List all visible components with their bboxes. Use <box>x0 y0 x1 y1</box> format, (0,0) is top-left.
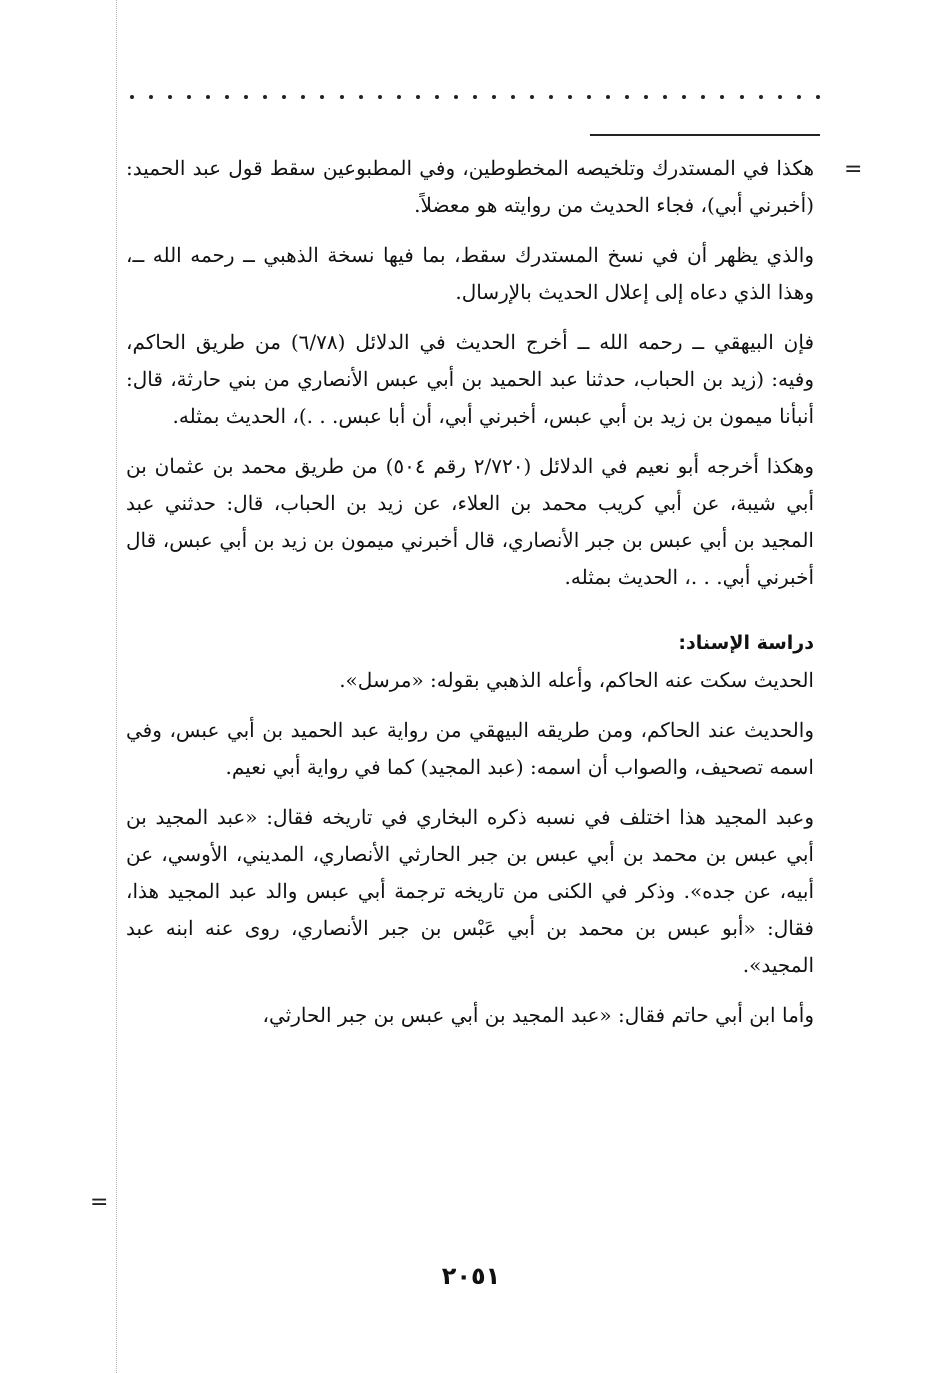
separator-dot <box>168 95 172 99</box>
separator-dot <box>263 95 267 99</box>
separator-dot <box>682 95 686 99</box>
continuation-marker-top: = <box>844 157 863 182</box>
separator-dot <box>244 95 248 99</box>
footnote-paragraph: هكذا في المستدرك وتلخيصه المخطوطين، وفي المطبوعين سقط قول عبد الحميد: (أخبرني أبي)، فجاء الحديث من روايته هو معضلاً. <box>126 156 814 217</box>
page-number: ٢٠٥١ <box>441 1262 501 1290</box>
page-body <box>126 150 814 1047</box>
footnote-paragraph: وهكذا أخرجه أبو نعيم في الدلائل (٢/٧٢٠ رقم ٥٠٤) من طريق محمد بن عثمان بن أبي شيبة، عن أبي كريب محمد بن العلاء، عن زيد بن الحباب، قال: حدثني عبد المجيد بن أبي عبس بن جبر الأنصاري، قال أخبرني ميمون بن زيد بن أبي عبس، قال أخبرني أبي. . .، الحديث بمثله. <box>126 454 814 589</box>
footnote-paragraph: فإن البيهقي ــ رحمه الله ــ أخرج الحديث في الدلائل (٦/٧٨) من طريق الحاكم، وفيه: (زيد بن الحباب، حدثنا عبد الحميد بن أبي عبس الأنصاري من بني حارثة، قال: أنبأنا ميمون بن زيد بن أبي عبس، أخبرني أبي، أن أبا عبس. . .)، الحديث بمثله. <box>126 330 815 428</box>
separator-dot <box>359 95 363 99</box>
separator-dot <box>320 95 324 99</box>
section-heading: دراسة الإسناد: <box>678 632 814 654</box>
body-paragraph: وأما ابن أبي حاتم فقال: «عبد المجيد بن أبي عبس بن جبر الحارثي، <box>262 1003 814 1027</box>
separator-dot <box>759 95 763 99</box>
separator-dot <box>644 95 648 99</box>
separator-dot <box>454 95 458 99</box>
separator-dot <box>435 95 439 99</box>
separator-dot <box>340 95 344 99</box>
separator-dot <box>797 95 801 99</box>
separator-dot <box>301 95 305 99</box>
separator-dot <box>701 95 705 99</box>
footnote-paragraph: والذي يظهر أن في نسخ المستدرك سقط، بما فيها نسخة الذهبي ــ رحمه الله ــ، وهذا الذي دعاه إلى إعلال الحديث بالإرسال. <box>126 243 814 304</box>
separator-dot <box>625 95 629 99</box>
separator-dot <box>378 95 382 99</box>
separator-dot <box>225 95 229 99</box>
separator-dot <box>397 95 401 99</box>
footnote-rule <box>590 134 820 136</box>
separator-dot <box>416 95 420 99</box>
separator-dot <box>282 95 286 99</box>
body-paragraph: والحديث عند الحاكم، ومن طريقه البيهقي من رواية عبد الحميد بن أبي عبس، وفي اسمه تصحيف، والصواب أن اسمه: (عبد المجيد) كما في رواية أبي نعيم. <box>126 718 814 779</box>
separator-dot <box>568 95 572 99</box>
separator-dot <box>473 95 477 99</box>
separator-dot <box>720 95 724 99</box>
body-paragraph: وعبد المجيد هذا اختلف في نسبه ذكره البخاري في تاريخه فقال: «عبد المجيد بن أبي عبس بن محمد بن أبي عبس بن جبر الحارثي الأنصاري، المديني، الأوسي، عن أبيه، عن جده». وذكر في الكنى من تاريخه ترجمة أبي عبس والد عبد المجيد هذا، فقال: «أبو عبس بن محمد بن أبي عَبْس بن جبر الأنصاري، روى عنه ابنه عبد المجيد». <box>126 805 814 977</box>
separator-dot <box>187 95 191 99</box>
separator-dot <box>206 95 210 99</box>
dotted-separator <box>130 92 820 102</box>
gutter-dotted-line <box>116 0 117 1373</box>
separator-dot <box>130 95 134 99</box>
separator-dot <box>530 95 534 99</box>
continuation-marker-bottom: = <box>90 1190 109 1215</box>
separator-dot <box>587 95 591 99</box>
separator-dot <box>778 95 782 99</box>
separator-dot <box>492 95 496 99</box>
separator-dot <box>511 95 515 99</box>
body-paragraph: الحديث سكت عنه الحاكم، وأعله الذهبي بقوله: «مرسل». <box>339 668 814 692</box>
separator-dot <box>549 95 553 99</box>
separator-dot <box>740 95 744 99</box>
separator-dot <box>816 95 820 99</box>
separator-dot <box>149 95 153 99</box>
separator-dot <box>606 95 610 99</box>
separator-dot <box>663 95 667 99</box>
